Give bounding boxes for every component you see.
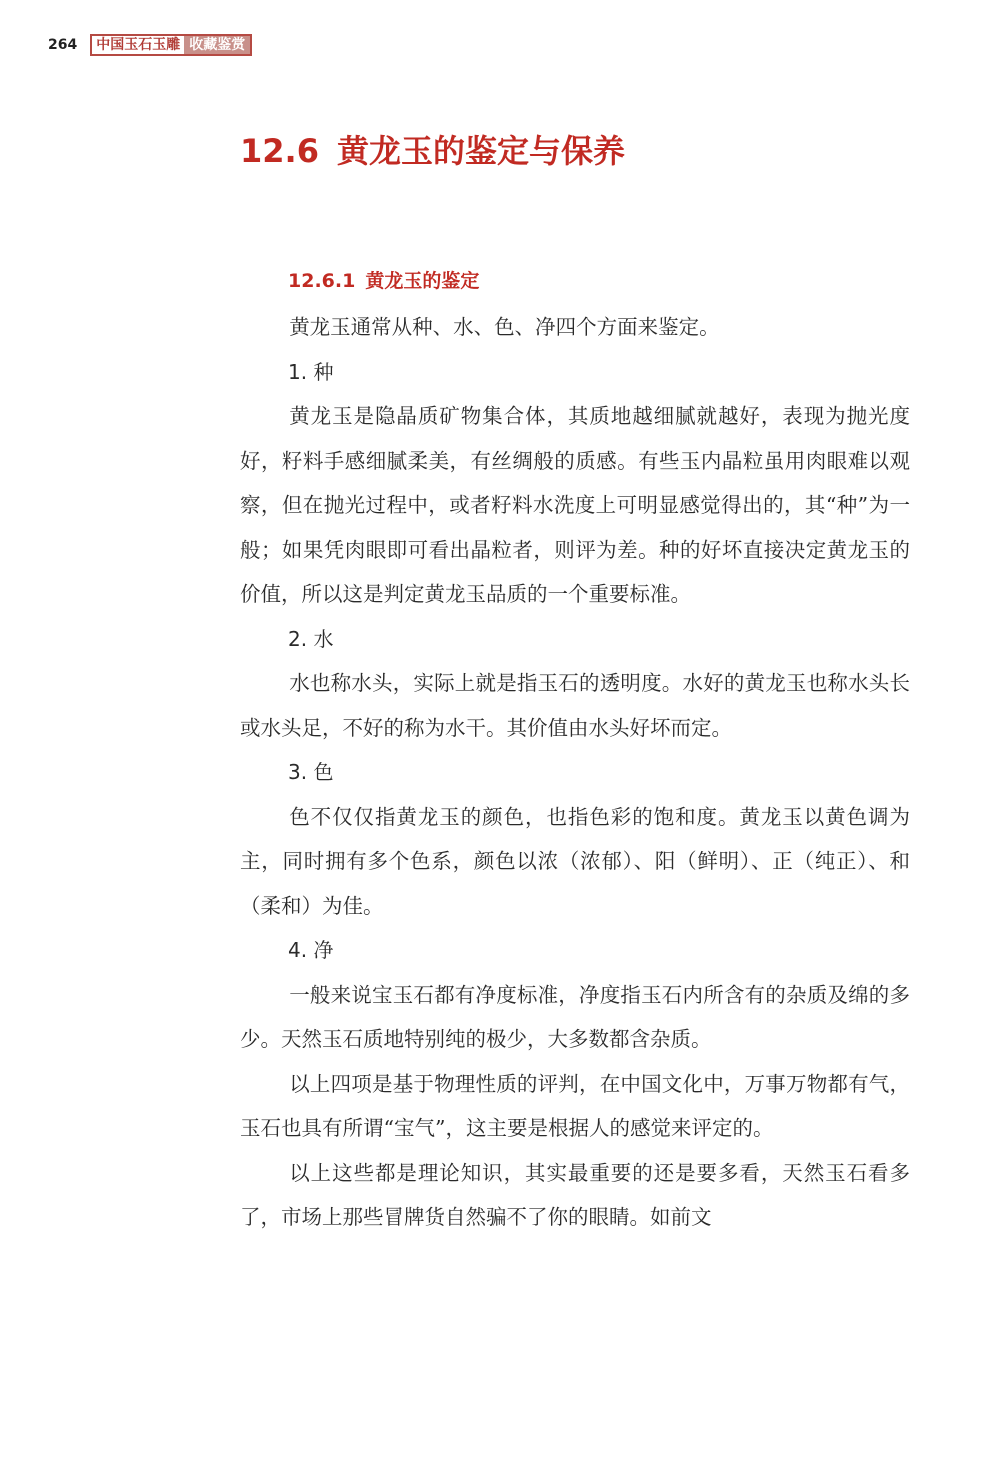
item-heading-text: 水 [313,626,334,651]
chapter-number: 12.6 [240,132,319,170]
item-number: 2. [288,626,308,651]
item-number: 3. [288,760,308,784]
section-title-text: 黄龙玉的鉴定 [365,270,480,292]
item-paragraph: 黄龙玉是隐晶质矿物集合体，其质地越细腻就越好，表现为抛光度好，籽料手感细腻柔美，有丝绸般的质感。有些玉内晶粒虽用肉眼难以观察，但在抛光过程中，或者籽料水洗度上可明显感觉得出的，其“种”为一般；如果凭肉眼即可看出晶粒者，则评为差。种的好坏直接决定黄龙玉的价值，所以这是判定黄龙玉品质的一个重要标准。 [240,404,910,606]
item-heading [240,928,910,973]
chapter-title-text: 黄龙玉的鉴定与保养 [336,132,625,170]
summary-paragraph: 以上四项是基于物理性质的评判，在中国文化中，万事万物都有气，玉石也具有所谓“宝气”，这主要是根据人的感觉来评定的。 [240,1071,910,1140]
running-header [48,33,252,57]
book-series: 收藏鉴赏 [184,36,250,54]
item-heading [240,750,910,795]
item-number: 4. [288,938,308,962]
book-title: 中国玉石玉雕 [92,36,184,54]
body-text [240,305,910,1240]
section-number: 12.6.1 [288,270,356,292]
item-paragraph: 一般来说宝玉石都有净度标准，净度指玉石内所含有的杂质及绵的多少。天然玉石质地特别纯的极少，大多数都含杂质。 [240,982,910,1051]
item-heading-text: 净 [313,938,334,962]
item-heading-text: 色 [313,760,334,784]
book-title-badge [90,34,252,56]
section-title [288,266,479,293]
page-number: 264 [48,37,78,53]
item-paragraph: 色不仅仅指黄龙玉的颜色，也指色彩的饱和度。黄龙玉以黄色调为主，同时拥有多个色系，颜色以浓（浓郁）、阳（鲜明）、正（纯正）、和（柔和）为佳。 [240,804,910,918]
item-paragraph: 水也称水头，实际上就是指玉石的透明度。水好的黄龙玉也称水头长或水头足，不好的称为水干。其价值由水头好坏而定。 [240,671,910,740]
item-heading [240,617,910,662]
item-number: 1. [288,359,308,384]
chapter-title [240,126,625,172]
item-heading-text: 种 [313,359,334,384]
closing-paragraph: 以上这些都是理论知识，其实最重要的还是要多看，天然玉石看多了，市场上那些冒牌货自然骗不了你的眼睛。如前文 [240,1160,910,1229]
item-heading [240,350,910,395]
intro-paragraph: 黄龙玉通常从种、水、色、净四个方面来鉴定。 [289,315,720,339]
